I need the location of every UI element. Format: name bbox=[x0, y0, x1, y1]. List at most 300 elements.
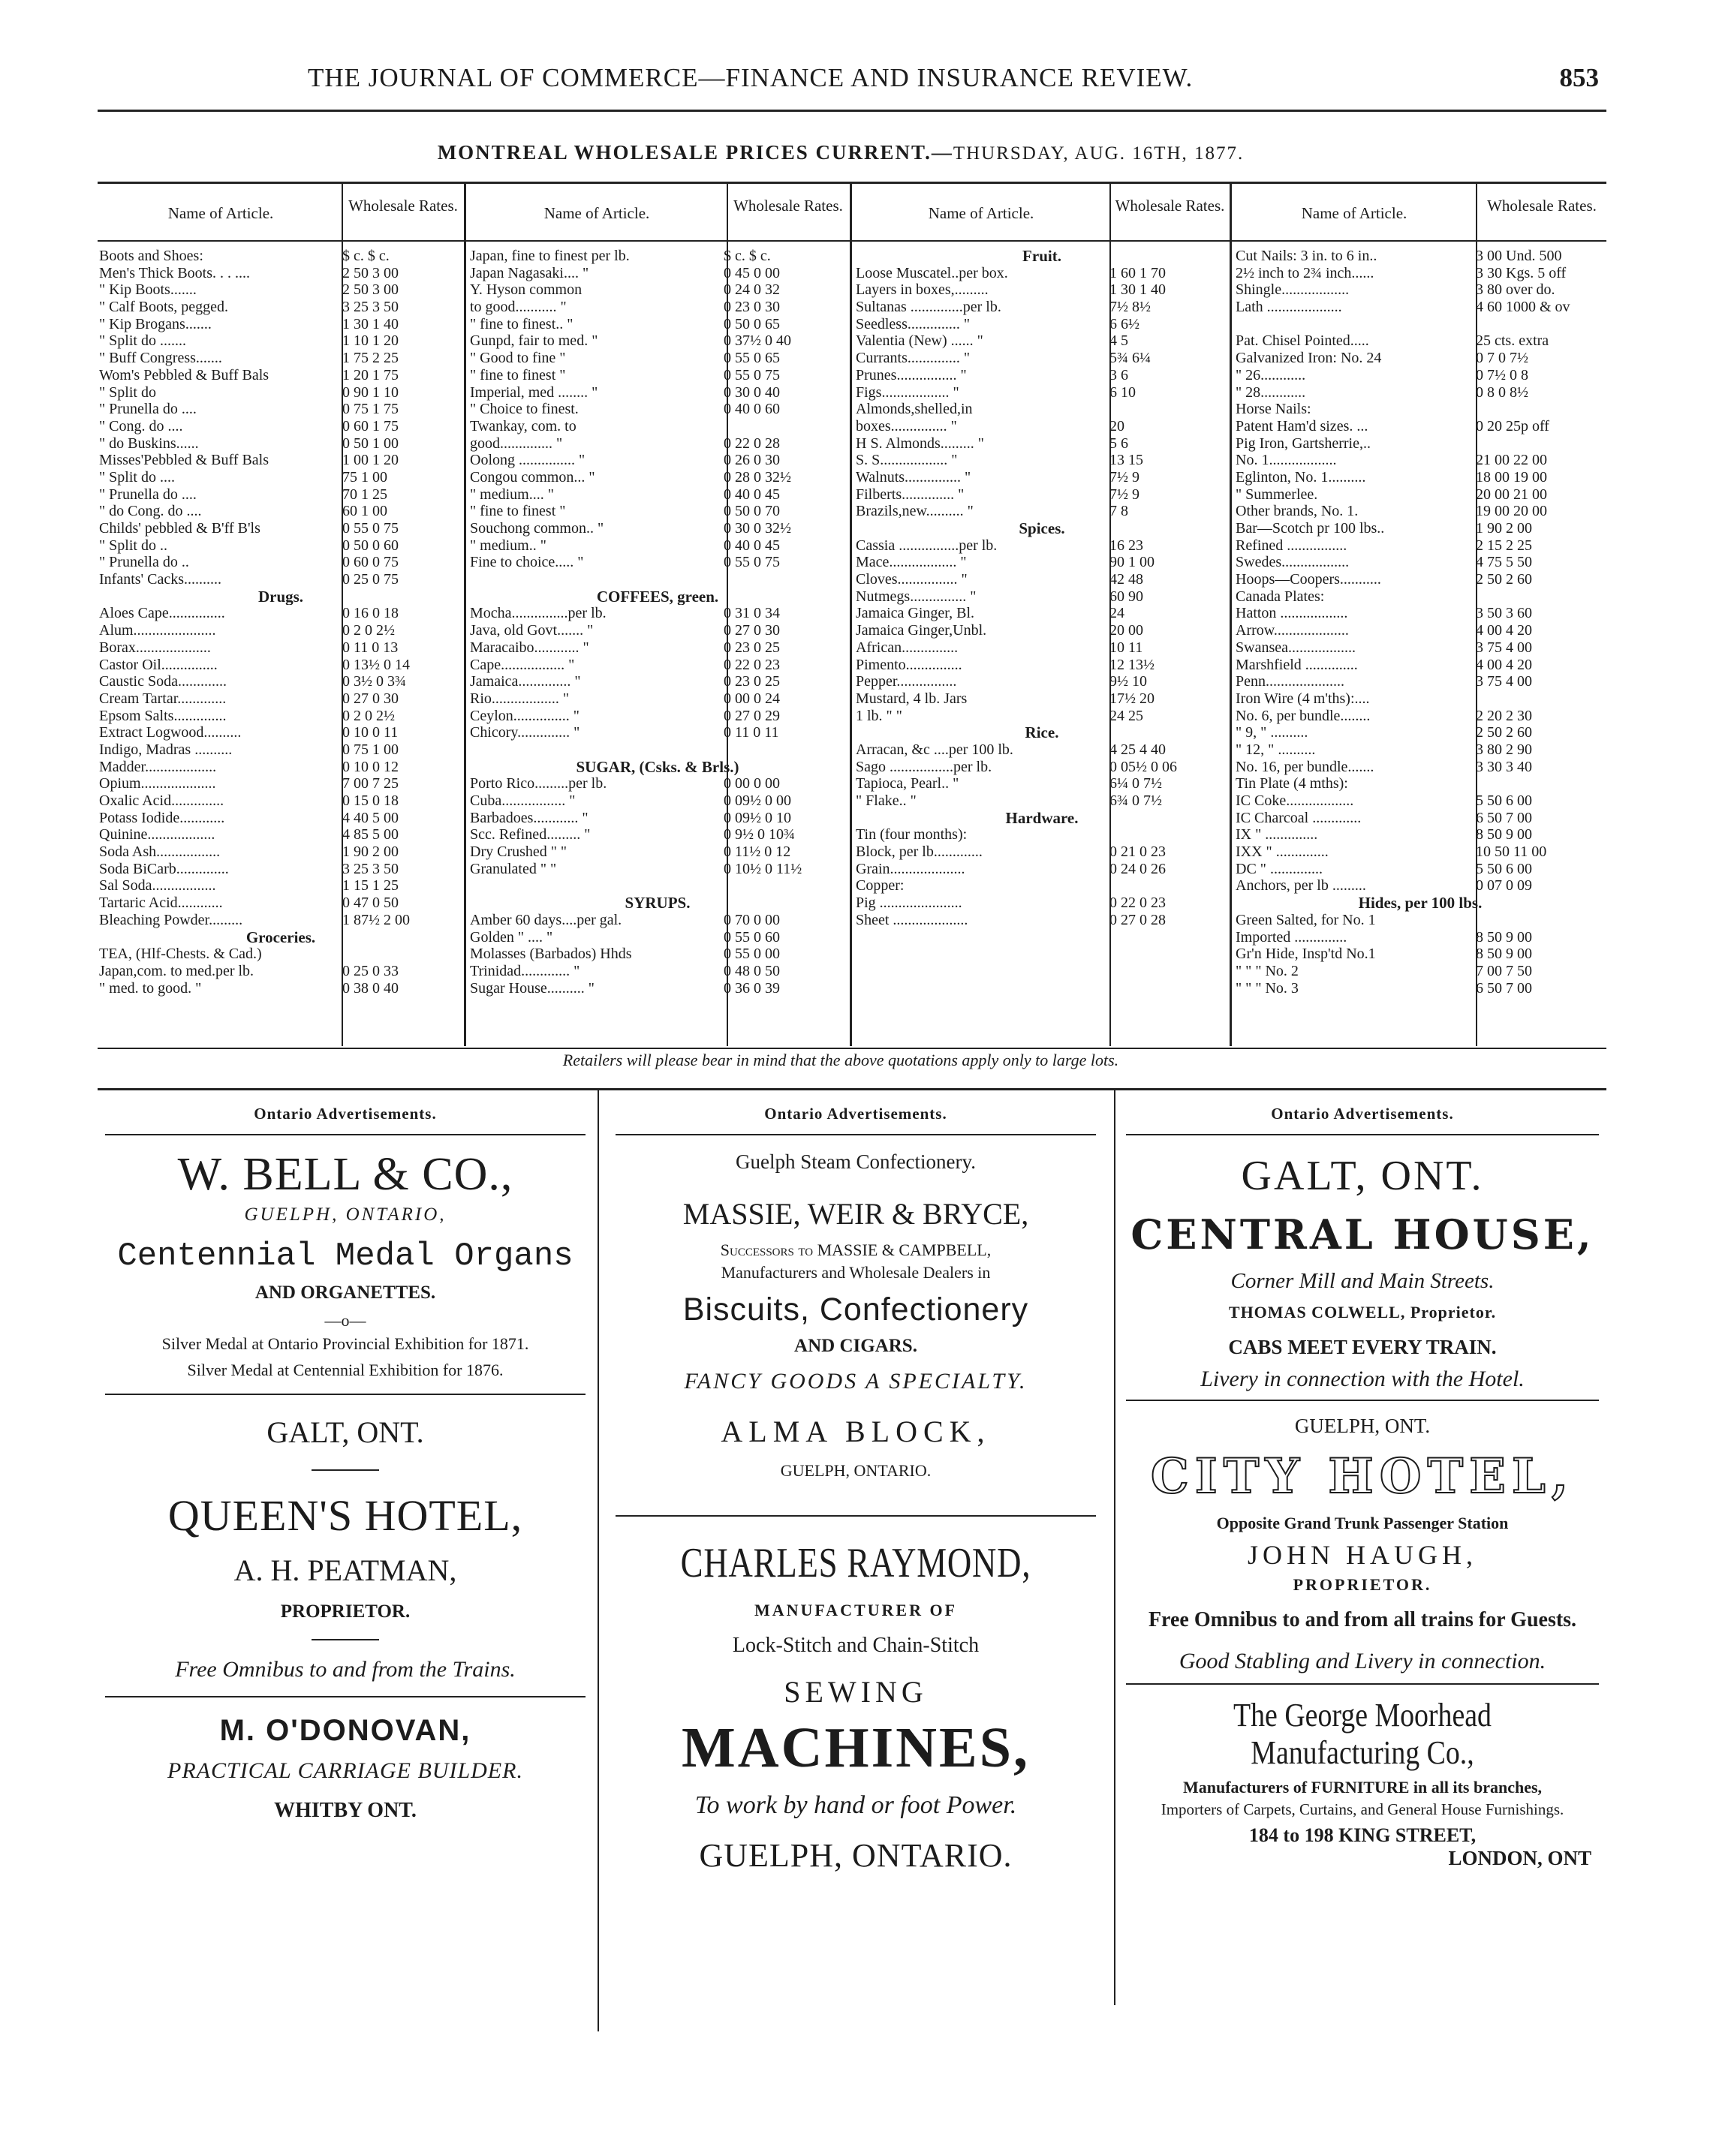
article-name: Twankay, com. to bbox=[470, 417, 577, 435]
article-name: Java, old Govt....... " bbox=[470, 622, 594, 639]
price-row bbox=[1236, 673, 1605, 690]
price-row bbox=[470, 384, 845, 401]
article-name: Aloes Cape............... bbox=[99, 605, 225, 622]
article-name: Other brands, No. 1. bbox=[1236, 503, 1359, 520]
wholesale-rate: 0 23 0 30 bbox=[724, 299, 780, 316]
price-row bbox=[1236, 724, 1605, 741]
price-row bbox=[99, 639, 462, 657]
price-row bbox=[470, 980, 845, 997]
wholesale-rate: 4 75 5 50 bbox=[1476, 554, 1532, 571]
price-row bbox=[856, 316, 1228, 333]
wholesale-rate: 6¼ 0 7½ bbox=[1109, 775, 1162, 792]
article-name: Boots and Shoes: bbox=[99, 248, 203, 264]
price-row bbox=[470, 690, 845, 708]
ad-city-stabling: Good Stabling and Livery in connection. bbox=[1179, 1649, 1546, 1673]
price-row bbox=[1236, 332, 1605, 350]
wholesale-rate: 0 15 0 18 bbox=[342, 792, 399, 809]
article-name: Golden " .... " bbox=[470, 928, 553, 946]
wholesale-rate: 4 60 1000 & ov bbox=[1476, 299, 1570, 316]
price-section-heading bbox=[470, 588, 845, 606]
article-name: IC Charcoal ............. bbox=[1236, 809, 1362, 826]
price-row bbox=[470, 639, 845, 657]
article-name: Mace.................. " bbox=[856, 554, 967, 571]
price-row bbox=[856, 877, 1228, 895]
wholesale-rate bbox=[718, 571, 845, 588]
ad-massie-top: Guelph Steam Confectionery. bbox=[736, 1150, 976, 1173]
wholesale-rate: 0 09½ 0 00 bbox=[724, 792, 791, 809]
price-row bbox=[99, 673, 462, 690]
wholesale-rate: 0 50 0 60 bbox=[342, 537, 399, 554]
price-row bbox=[1236, 520, 1605, 537]
article-name: Tin (four months): bbox=[856, 826, 968, 843]
wholesale-rate: 0 27 0 30 bbox=[724, 622, 780, 639]
article-name: Fine to choice..... " bbox=[470, 554, 584, 571]
price-row bbox=[856, 503, 1228, 520]
article-name: Imperial, med ........ " bbox=[470, 383, 598, 401]
article-name: Sal Soda................. bbox=[99, 877, 216, 895]
article-name: Currants.............. " bbox=[856, 350, 971, 367]
rule bbox=[616, 1515, 1096, 1517]
wholesale-rate: 0 3½ 0 3¾ bbox=[342, 673, 406, 690]
price-row bbox=[1236, 435, 1605, 453]
article-name: Block, per lb............. bbox=[856, 843, 983, 861]
rule bbox=[105, 1394, 586, 1395]
article-name: Potass Iodide............ bbox=[99, 809, 225, 826]
wholesale-rate: 1 10 1 20 bbox=[342, 332, 399, 350]
ad-central-livery: Livery in connection with the Hotel. bbox=[1200, 1367, 1525, 1391]
price-row bbox=[470, 946, 845, 963]
price-row bbox=[1236, 469, 1605, 486]
price-section-heading bbox=[470, 895, 845, 912]
wholesale-rate: 0 20 25p off bbox=[1476, 417, 1549, 435]
ad-column-1 bbox=[98, 1097, 593, 1823]
wholesale-rate: 0 55 0 60 bbox=[724, 928, 780, 946]
price-row bbox=[1236, 316, 1605, 333]
article-name: " Flake.. " bbox=[856, 792, 917, 809]
wholesale-rate: 6¾ 0 7½ bbox=[1109, 792, 1162, 809]
wholesale-rate: 0 7 0 7½ bbox=[1476, 350, 1528, 367]
price-row bbox=[99, 775, 462, 792]
price-row bbox=[99, 946, 462, 963]
price-row bbox=[1236, 622, 1605, 639]
price-row bbox=[1236, 980, 1605, 997]
col-divider bbox=[1230, 183, 1232, 1046]
ad-bell-place: GUELPH, ONTARIO, bbox=[244, 1204, 447, 1225]
article-name: Arracan, &c ....per 100 lb. bbox=[856, 741, 1013, 758]
article-name: Infants' Cacks.......... bbox=[99, 571, 222, 588]
price-row bbox=[470, 265, 845, 282]
wholesale-rate: 7½ 9 bbox=[1109, 468, 1139, 486]
article-name: to good........... " bbox=[470, 299, 567, 316]
wholesale-rate: 0 30 0 32½ bbox=[724, 520, 791, 537]
rule bbox=[1126, 1400, 1599, 1401]
section-title: Hardware. bbox=[1005, 809, 1079, 827]
price-row bbox=[1236, 929, 1605, 946]
article-name: Refined ................ bbox=[1236, 537, 1347, 554]
ad-central-streets: Corner Mill and Main Streets. bbox=[1230, 1269, 1495, 1293]
wholesale-rate: 0 28 0 32½ bbox=[724, 468, 791, 486]
ad-raymond-mfr: MANUFACTURER OF bbox=[754, 1601, 958, 1619]
wholesale-rate: 0 25 0 75 bbox=[342, 571, 399, 588]
article-name: Sheet .................... bbox=[856, 911, 968, 928]
article-name: Trinidad............. " bbox=[470, 962, 580, 979]
wholesale-rate: 4 00 4 20 bbox=[1476, 622, 1532, 639]
wholesale-rate: 0 55 0 75 bbox=[724, 554, 780, 571]
price-row bbox=[470, 401, 845, 418]
article-name: Cloves................ " bbox=[856, 571, 968, 588]
col-head-name: Name of Article. bbox=[167, 204, 274, 222]
price-row bbox=[856, 622, 1228, 639]
price-row bbox=[470, 281, 845, 299]
wholesale-rate: 70 1 25 bbox=[342, 486, 387, 503]
ad-bell-name: W. BELL & CO., bbox=[177, 1149, 513, 1200]
price-row bbox=[856, 469, 1228, 486]
price-row bbox=[856, 759, 1228, 776]
price-row bbox=[470, 912, 845, 929]
article-name: IX " .............. bbox=[1236, 826, 1318, 843]
article-name: " Split do ....... bbox=[99, 332, 186, 350]
wholesale-rate: 19 00 20 00 bbox=[1476, 503, 1547, 520]
wholesale-rate: 0 10½ 0 11½ bbox=[724, 860, 802, 877]
wholesale-rate: 0 55 0 00 bbox=[724, 946, 780, 963]
article-name: Almonds,shelled,in bbox=[856, 401, 973, 418]
article-name: " Good to fine " bbox=[470, 350, 566, 367]
wholesale-rate: 0 55 0 75 bbox=[724, 366, 780, 383]
price-row bbox=[99, 759, 462, 776]
article-name: Sultanas ..............per lb. bbox=[856, 299, 1001, 316]
price-row bbox=[1236, 554, 1605, 571]
wholesale-rate: 0 55 0 75 bbox=[342, 520, 399, 537]
price-row bbox=[470, 520, 845, 537]
article-name: Lath .................... bbox=[1236, 299, 1342, 316]
wholesale-rate: 75 1 00 bbox=[342, 468, 387, 486]
article-name: Y. Hyson common bbox=[470, 281, 583, 299]
wholesale-rate: 5 50 6 00 bbox=[1476, 860, 1532, 877]
wholesale-rate: 0 48 0 50 bbox=[724, 962, 780, 979]
price-row bbox=[99, 877, 462, 895]
ad-city-owner: JOHN HAUGH, bbox=[1248, 1540, 1477, 1570]
wholesale-rate: 3 25 3 50 bbox=[342, 860, 399, 877]
article-name: TEA, (Hlf-Chests. & Cad.) bbox=[99, 946, 262, 963]
wholesale-rate bbox=[718, 741, 845, 759]
wholesale-rate: 0 25 0 33 bbox=[342, 962, 399, 979]
price-row bbox=[99, 861, 462, 878]
ad-queens-omnibus: Free Omnibus to and from the Trains. bbox=[175, 1657, 516, 1682]
price-row bbox=[1236, 605, 1605, 622]
wholesale-rate bbox=[1470, 775, 1605, 792]
wholesale-rate: 0 00 0 24 bbox=[724, 690, 780, 707]
wholesale-rate: 8 50 9 00 bbox=[1476, 946, 1532, 963]
wholesale-rate: 2 50 3 00 bbox=[342, 264, 399, 281]
price-row bbox=[99, 503, 462, 520]
wholesale-rate: 0 11 0 13 bbox=[342, 639, 399, 656]
price-row bbox=[99, 281, 462, 299]
wholesale-rate: 0 31 0 34 bbox=[724, 605, 780, 622]
article-name: Jamaica Ginger,Unbl. bbox=[856, 622, 987, 639]
price-row bbox=[856, 554, 1228, 571]
wholesale-rate: 0 50 1 00 bbox=[342, 435, 399, 452]
wholesale-rate: 3 25 3 50 bbox=[342, 299, 399, 316]
wholesale-rate: 3 80 2 90 bbox=[1476, 741, 1532, 758]
article-name: Rio.................. " bbox=[470, 690, 570, 707]
price-row bbox=[99, 741, 462, 759]
price-row bbox=[1236, 384, 1605, 401]
article-name: Borax.................... bbox=[99, 639, 211, 656]
article-name: Pig Iron, Gartsherrie,.. bbox=[1236, 435, 1371, 452]
ad-column-2 bbox=[601, 1097, 1111, 1875]
price-row bbox=[1236, 912, 1605, 929]
article-name: good.............. " bbox=[470, 435, 563, 452]
article-name: Eglinton, No. 1.......... bbox=[1236, 468, 1366, 486]
wholesale-rate: 0 40 0 45 bbox=[724, 537, 780, 554]
price-row bbox=[470, 435, 845, 453]
separator: —o— bbox=[324, 1311, 366, 1331]
price-row bbox=[470, 963, 845, 980]
article-name: " Choice to finest. bbox=[470, 401, 579, 418]
wholesale-rate bbox=[1470, 912, 1605, 929]
price-row bbox=[470, 622, 845, 639]
article-name: Oolong ............... " bbox=[470, 452, 586, 469]
ad-massie-cigars: AND CIGARS. bbox=[794, 1336, 917, 1356]
wholesale-rate: 1 60 1 70 bbox=[1109, 264, 1166, 281]
wholesale-rate: 4 5 bbox=[1109, 332, 1128, 350]
price-row bbox=[99, 452, 462, 469]
price-row bbox=[856, 265, 1228, 282]
article-name: Sago .................per lb. bbox=[856, 758, 992, 775]
ad-bell-medal-1876: Silver Medal at Centennial Exhibition for 1876. bbox=[187, 1361, 504, 1380]
article-name: Swedes.................. bbox=[1236, 554, 1350, 571]
price-row bbox=[1236, 265, 1605, 282]
subtitle-date: THURSDAY, AUG. 16TH, 1877. bbox=[953, 143, 1245, 164]
article-name: Nutmegs............... " bbox=[856, 588, 977, 605]
price-row bbox=[856, 281, 1228, 299]
article-name: " Prunella do .. bbox=[99, 554, 189, 571]
article-name: Tin Plate (4 mths): bbox=[1236, 775, 1348, 792]
wholesale-rate bbox=[718, 877, 845, 895]
wholesale-rate: 0 75 1 00 bbox=[342, 741, 399, 758]
article-name: Barbadoes............ " bbox=[470, 809, 589, 826]
article-name: " 9, " .......... bbox=[1236, 724, 1308, 741]
article-name: Gr'n Hide, Insp'td No.1 bbox=[1236, 946, 1376, 963]
price-row bbox=[1236, 826, 1605, 843]
col-divider bbox=[850, 183, 852, 1046]
article-name: Oxalic Acid.............. bbox=[99, 792, 224, 809]
wholesale-rate: 0 50 0 65 bbox=[724, 315, 780, 332]
wholesale-rate: 8 50 9 00 bbox=[1476, 928, 1532, 946]
ad-central-name: CENTRAL HOUSE, bbox=[1130, 1210, 1594, 1258]
article-name: " Kip Boots....... bbox=[99, 281, 197, 299]
price-row bbox=[1236, 843, 1605, 861]
wholesale-rate: 12 13½ bbox=[1109, 656, 1155, 673]
ads-heading: Ontario Advertisements. bbox=[764, 1105, 947, 1123]
article-name: " Prunella do .... bbox=[99, 401, 197, 418]
wholesale-rate: 2 20 2 30 bbox=[1476, 707, 1532, 724]
wholesale-rate: 8 50 9 00 bbox=[1476, 826, 1532, 843]
price-row bbox=[99, 690, 462, 708]
article-name: No. 1.................. bbox=[1236, 452, 1337, 469]
price-column-3 bbox=[856, 248, 1228, 929]
article-name: " 26............ bbox=[1236, 366, 1306, 383]
price-row bbox=[856, 673, 1228, 690]
wholesale-rate: 60 1 00 bbox=[342, 503, 387, 520]
price-row bbox=[99, 537, 462, 555]
wholesale-rate: 0 37½ 0 40 bbox=[724, 332, 791, 350]
section-title: Groceries. bbox=[245, 928, 316, 946]
wholesale-rate bbox=[1470, 588, 1605, 606]
ads-heading: Ontario Advertisements. bbox=[254, 1105, 437, 1123]
article-name: Castor Oil............... bbox=[99, 656, 218, 673]
price-row bbox=[99, 912, 462, 929]
price-row bbox=[99, 332, 462, 350]
wholesale-rate: 24 bbox=[1109, 605, 1124, 622]
wholesale-rate bbox=[1103, 826, 1228, 843]
article-name: Sugar House.......... " bbox=[470, 979, 595, 997]
article-name: Walnuts............... " bbox=[856, 468, 971, 486]
price-row bbox=[1236, 503, 1605, 520]
wholesale-rate: 0 38 0 40 bbox=[342, 979, 399, 997]
ad-city-opposite: Opposite Grand Trunk Passenger Station bbox=[1216, 1514, 1509, 1532]
article-name: Caustic Soda............. bbox=[99, 673, 227, 690]
wholesale-rate: 0 50 0 70 bbox=[724, 503, 780, 520]
price-row bbox=[856, 792, 1228, 810]
wholesale-rate: 5 6 bbox=[1109, 435, 1128, 452]
ad-city-role: PROPRIETOR. bbox=[1293, 1575, 1432, 1594]
ad-bell-medal-1871: Silver Medal at Ontario Provincial Exhibition for 1871. bbox=[161, 1334, 529, 1354]
ad-odonovan-trade: PRACTICAL CARRIAGE BUILDER. bbox=[167, 1758, 523, 1784]
price-row bbox=[99, 520, 462, 537]
article-name: No. 16, per bundle....... bbox=[1236, 758, 1374, 775]
article-name: " Kip Brogans....... bbox=[99, 315, 212, 332]
price-row bbox=[470, 673, 845, 690]
wholesale-rate: 3 75 4 00 bbox=[1476, 673, 1532, 690]
price-row bbox=[856, 384, 1228, 401]
wholesale-rate: 0 75 1 75 bbox=[342, 401, 399, 418]
ad-odonovan-name: M. O'DONOVAN, bbox=[219, 1714, 471, 1748]
ad-moorhead-mfr: Manufacturers of FURNITURE in all its branches, bbox=[1182, 1778, 1543, 1797]
price-row bbox=[1236, 741, 1605, 759]
article-name: 1 lb. " " bbox=[856, 707, 902, 724]
wholesale-rate: 20 00 21 00 bbox=[1476, 486, 1547, 503]
price-row bbox=[1236, 452, 1605, 469]
price-row bbox=[856, 912, 1228, 929]
wholesale-rate: 0 11 0 11 bbox=[724, 724, 779, 741]
wholesale-rate: $ c. $ c. bbox=[342, 248, 390, 264]
article-name: Layers in boxes,......... bbox=[856, 281, 989, 299]
price-row bbox=[1236, 486, 1605, 504]
ad-massie-desc: Manufacturers and Wholesale Dealers in bbox=[721, 1263, 991, 1282]
wholesale-rate: 24 25 bbox=[1109, 707, 1143, 724]
article-name: No. 6, per bundle........ bbox=[1236, 707, 1371, 724]
price-row bbox=[856, 299, 1228, 316]
wholesale-rate: 0 10 0 11 bbox=[342, 724, 399, 741]
wholesale-rate: 0 11½ 0 12 bbox=[724, 843, 791, 861]
wholesale-rate: 60 90 bbox=[1109, 588, 1143, 605]
price-row bbox=[1236, 248, 1605, 265]
wholesale-rate: 2 50 2 60 bbox=[1476, 724, 1532, 741]
wholesale-rate: 25 cts. extra bbox=[1476, 332, 1549, 350]
price-row bbox=[470, 248, 845, 265]
table-top-rule bbox=[98, 182, 1606, 184]
ad-raymond-name: CHARLES RAYMOND, bbox=[680, 1540, 1031, 1586]
article-name: Wom's Pebbled & Buff Bals bbox=[99, 366, 269, 383]
wholesale-rate bbox=[1103, 401, 1228, 418]
article-name: " Summerlee. bbox=[1236, 486, 1318, 503]
wholesale-rate: 16 23 bbox=[1109, 537, 1143, 554]
price-row bbox=[470, 741, 845, 759]
article-name: " Prunella do .... bbox=[99, 486, 197, 503]
price-row bbox=[470, 775, 845, 792]
article-name: Japan Nagasaki.... " bbox=[470, 264, 589, 281]
wholesale-rate: 90 1 00 bbox=[1109, 554, 1155, 571]
article-name: Pepper................ bbox=[856, 673, 957, 690]
ad-moorhead-city: LONDON, ONT bbox=[1448, 1847, 1591, 1869]
price-row bbox=[856, 332, 1228, 350]
price-row bbox=[99, 571, 462, 588]
article-name: African............... bbox=[856, 639, 959, 656]
price-row bbox=[470, 657, 845, 674]
price-row bbox=[99, 657, 462, 674]
wholesale-rate: 4 00 4 20 bbox=[1476, 656, 1532, 673]
short-rule bbox=[312, 1469, 379, 1471]
wholesale-rate: 6 50 7 00 bbox=[1476, 809, 1532, 826]
table-bottom-rule bbox=[98, 1048, 1606, 1049]
ad-city-name: CITY HOTEL, bbox=[1150, 1448, 1575, 1505]
wholesale-rate: 1 90 2 00 bbox=[342, 843, 399, 861]
wholesale-rate bbox=[336, 946, 462, 963]
page-number: 853 bbox=[1559, 63, 1599, 92]
wholesale-rate: 1 30 1 40 bbox=[342, 315, 399, 332]
article-name: Pat. Chisel Pointed..... bbox=[1236, 332, 1369, 350]
article-name: Quinine.................. bbox=[99, 826, 215, 843]
ad-queens-role: PROPRIETOR. bbox=[280, 1601, 411, 1622]
price-row bbox=[1236, 418, 1605, 435]
wholesale-rate: 0 55 0 65 bbox=[724, 350, 780, 367]
price-row bbox=[99, 792, 462, 810]
article-name: Arrow.................... bbox=[1236, 622, 1349, 639]
price-row bbox=[1236, 537, 1605, 555]
col-head-rate: Wholesale Rates. bbox=[1487, 197, 1597, 215]
article-name: Copper: bbox=[856, 877, 905, 895]
article-name: Cream Tartar............. bbox=[99, 690, 227, 707]
article-name: Galvanized Iron: No. 24 bbox=[1236, 350, 1382, 367]
article-name: H S. Almonds......... " bbox=[856, 435, 984, 452]
price-row bbox=[856, 452, 1228, 469]
wholesale-rate: 7½ 8½ bbox=[1109, 299, 1151, 316]
wholesale-rate: 0 60 1 75 bbox=[342, 417, 399, 435]
price-row bbox=[470, 877, 845, 895]
price-section-heading bbox=[1236, 895, 1605, 912]
ad-central-owner: THOMAS COLWELL, Proprietor. bbox=[1228, 1303, 1497, 1322]
article-name: Cuba................. " bbox=[470, 792, 576, 809]
ad-raymond-machines: MACHINES, bbox=[681, 1716, 1031, 1779]
article-name: " do Buskins...... bbox=[99, 435, 199, 452]
wholesale-rate: 1 90 2 00 bbox=[1476, 520, 1532, 537]
section-title: SYRUPS. bbox=[625, 895, 691, 912]
price-row bbox=[1236, 946, 1605, 963]
wholesale-rate: 13 15 bbox=[1109, 452, 1143, 469]
ad-massie-biscuits: Biscuits, Confectionery bbox=[682, 1291, 1029, 1328]
price-row bbox=[856, 588, 1228, 606]
price-row bbox=[470, 810, 845, 827]
price-row bbox=[470, 367, 845, 384]
wholesale-rate: 1 75 2 25 bbox=[342, 350, 399, 367]
article-name: Imported .............. bbox=[1236, 928, 1347, 946]
article-name: Porto Rico.........per lb. bbox=[470, 775, 607, 792]
article-name: " Calf Boots, pegged. bbox=[99, 299, 229, 316]
ad-bell-organettes: AND ORGANETTES. bbox=[254, 1282, 436, 1304]
price-row bbox=[470, 843, 845, 861]
wholesale-rate: 7 00 7 25 bbox=[342, 775, 399, 792]
